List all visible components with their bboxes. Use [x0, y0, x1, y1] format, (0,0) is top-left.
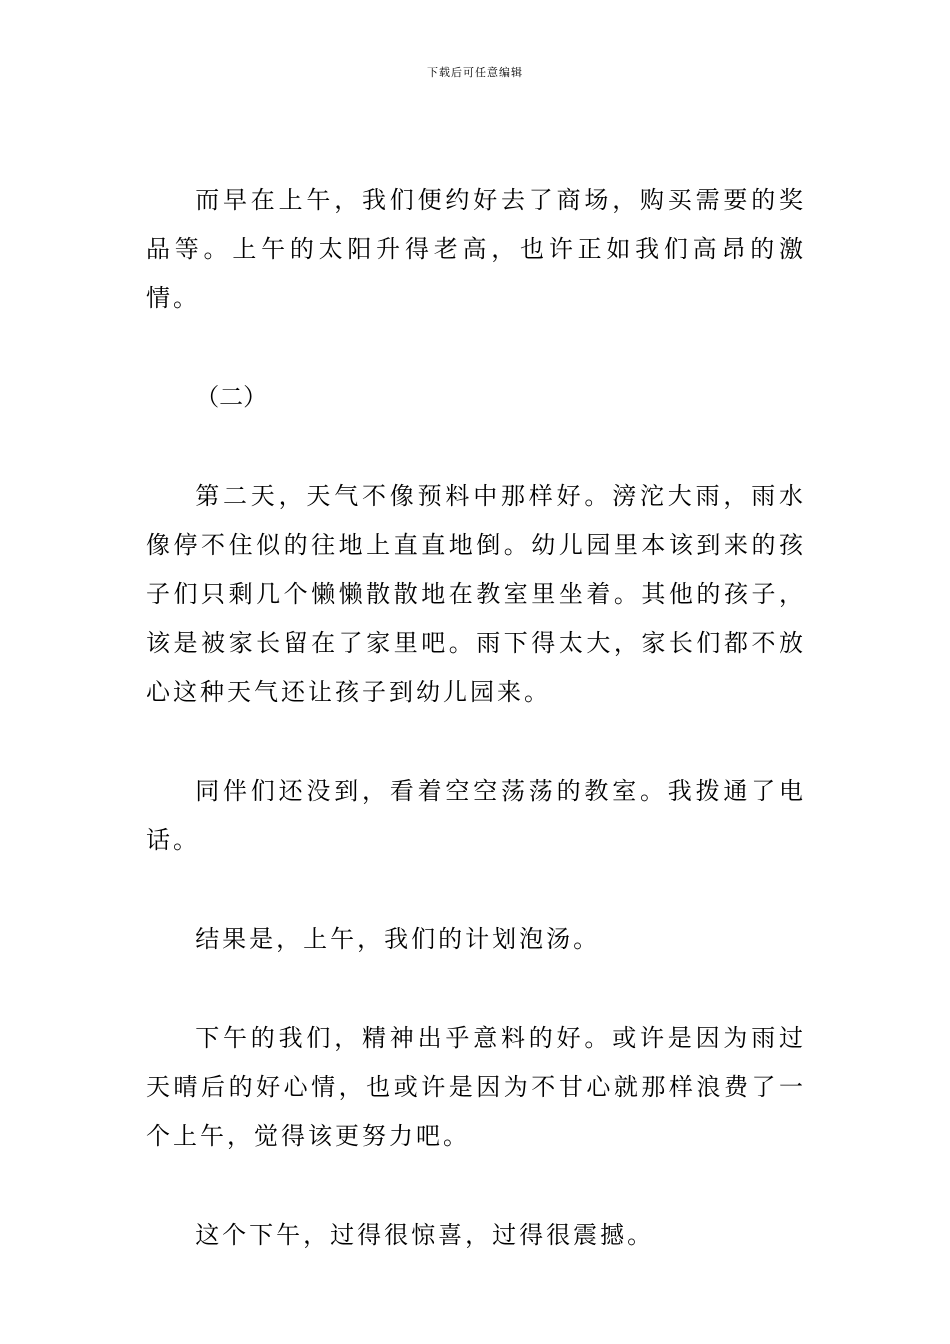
paragraph-conclusion: 这个下午，过得很惊喜，过得很震撼。 — [195, 1221, 655, 1249]
document-body — [146, 176, 806, 1260]
paragraph-shopping: 而早在上午，我们便约好去了商场，购买需要的奖品等。上午的太阳升得老高，也许正如我们高昂的激情。 — [146, 186, 806, 312]
section-heading-two: （二） — [195, 383, 268, 411]
paragraph-phone-call: 同伴们还没到，看着空空荡荡的教室。我拨通了电话。 — [146, 777, 806, 854]
paragraph-rainy-day: 第二天，天气不像预料中那样好。滂沱大雨，雨水像停不住似的往地上直直地倒。幼儿园里本该到来的孩子们只剩几个懒懒散散地在教室里坐着。其他的孩子，该是被家长留在了家里吧。雨下得太大，家长们都不放心这种天气还让孩子到幼儿园来。 — [146, 482, 806, 706]
paragraph-plan-failed: 结果是，上午，我们的计划泡汤。 — [195, 925, 601, 953]
header-note: 下载后可任意编辑 — [427, 66, 523, 79]
paragraph-afternoon: 下午的我们，精神出乎意料的好。或许是因为雨过天晴后的好心情，也或许是因为不甘心就那样浪费了一个上午，觉得该更努力吧。 — [146, 1024, 806, 1150]
